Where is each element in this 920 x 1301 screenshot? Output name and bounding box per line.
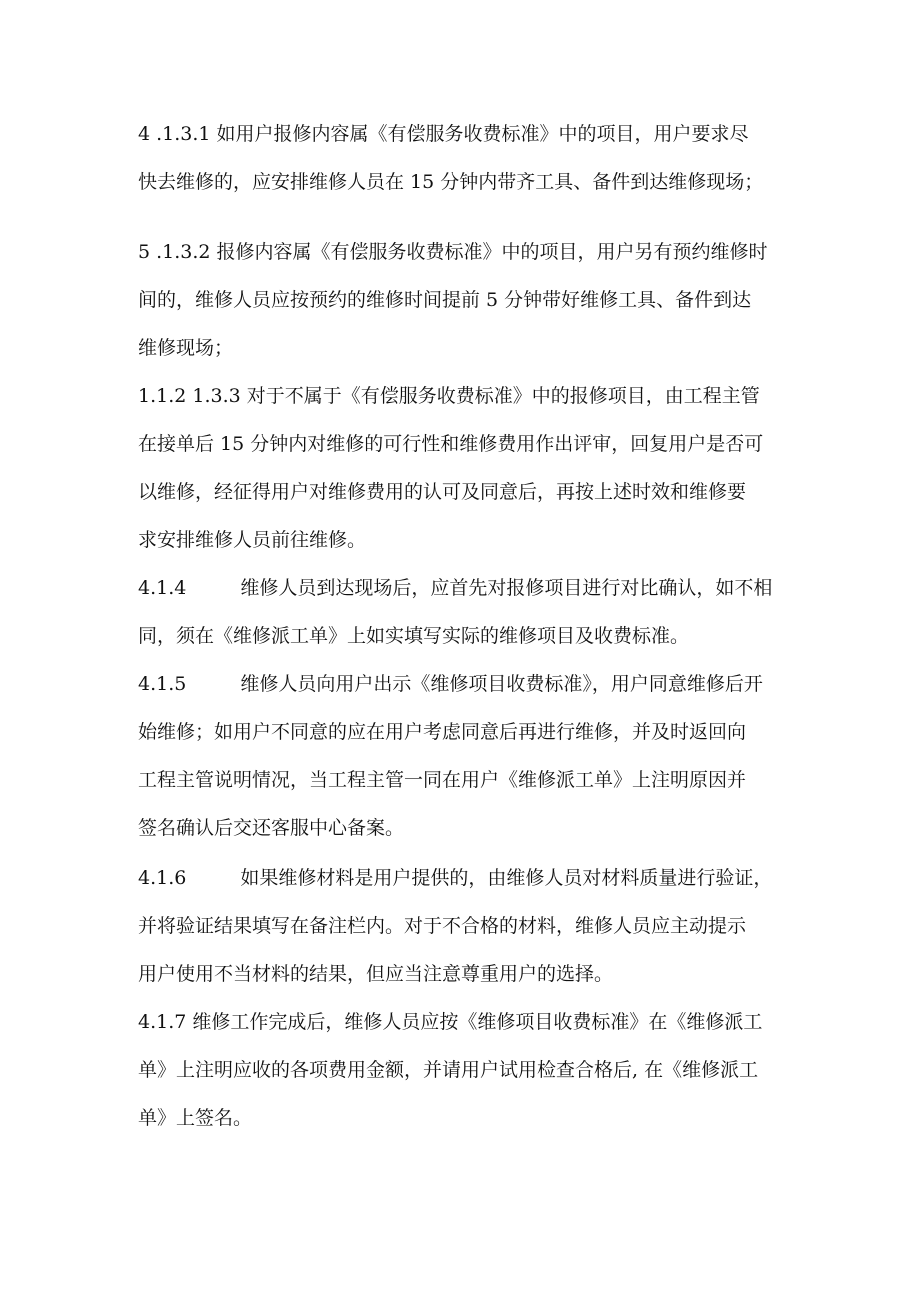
paragraph-2-line-1: 5 .1.3.2 报修内容属《有偿服务收费标准》中的项目，用户另有预约维修时 xyxy=(138,241,768,263)
paragraph-4-text: 维修人员到达现场后，应首先对报修项目进行对比确认，如不相 xyxy=(240,577,773,599)
paragraph-5-line-3: 工程主管说明情况，当工程主管一同在用户《维修派工单》上注明原因并 xyxy=(138,769,747,791)
paragraph-1-line-2: 快去维修的，应安排维修人员在 15 分钟内带齐工具、备件到达维修现场； xyxy=(138,171,764,193)
paragraph-6-line-1 xyxy=(138,866,772,890)
paragraph-3-line-3: 以维修，经征得用户对维修费用的认可及同意后，再按上述时效和维修要 xyxy=(138,481,747,503)
paragraph-2-line-3: 维修现场； xyxy=(138,337,234,359)
paragraph-7-line-2: 单》上注明应收的各项费用金额，并请用户试用检查合格后, 在《维修派工 xyxy=(138,1059,759,1081)
paragraph-2-line-2: 间的，维修人员应按预约的维修时间提前 5 分钟带好维修工具、备件到达 xyxy=(138,289,752,311)
paragraph-6-text: 如果维修材料是用户提供的，由维修人员对材料质量进行验证， xyxy=(240,867,773,889)
paragraph-3-line-2: 在接单后 15 分钟内对维修的可行性和维修费用作出评审，回复用户是否可 xyxy=(138,433,764,455)
paragraph-7-line-3: 单》上签名。 xyxy=(138,1107,253,1129)
paragraph-5-number: 4.1.5 xyxy=(138,673,187,695)
paragraph-6-number: 4.1.6 xyxy=(138,867,187,889)
paragraph-4-line-2: 同，须在《维修派工单》上如实填写实际的维修项目及收费标准。 xyxy=(138,625,690,647)
paragraph-5-line-4: 签名确认后交还客服中心备案。 xyxy=(138,817,405,839)
paragraph-3-line-1: 1.1.2 1.3.3 对于不属于《有偿服务收费标准》中的报修项目，由工程主管 xyxy=(138,385,760,407)
paragraph-5-line-2: 始维修；如用户不同意的应在用户考虑同意后再进行维修，并及时返回向 xyxy=(138,721,747,743)
paragraph-1-line-1: 4 .1.3.1 如用户报修内容属《有偿服务收费标准》中的项目，用户要求尽 xyxy=(138,123,749,145)
paragraph-5-line-1 xyxy=(138,672,763,696)
paragraph-3-line-4: 求安排维修人员前往维修。 xyxy=(138,529,367,551)
paragraph-6-line-2: 并将验证结果填写在备注栏内。对于不合格的材料，维修人员应主动提示 xyxy=(138,915,747,937)
paragraph-4-number: 4.1.4 xyxy=(138,577,187,599)
paragraph-5-text: 维修人员向用户出示《维修项目收费标准》，用户同意维修后开 xyxy=(240,673,763,695)
paragraph-7-line-1: 4.1.7 维修工作完成后，维修人员应按《维修项目收费标准》在《维修派工 xyxy=(138,1011,763,1033)
paragraph-4-line-1 xyxy=(138,576,772,600)
paragraph-6-line-3: 用户使用不当材料的结果，但应当注意尊重用户的选择。 xyxy=(138,963,614,985)
